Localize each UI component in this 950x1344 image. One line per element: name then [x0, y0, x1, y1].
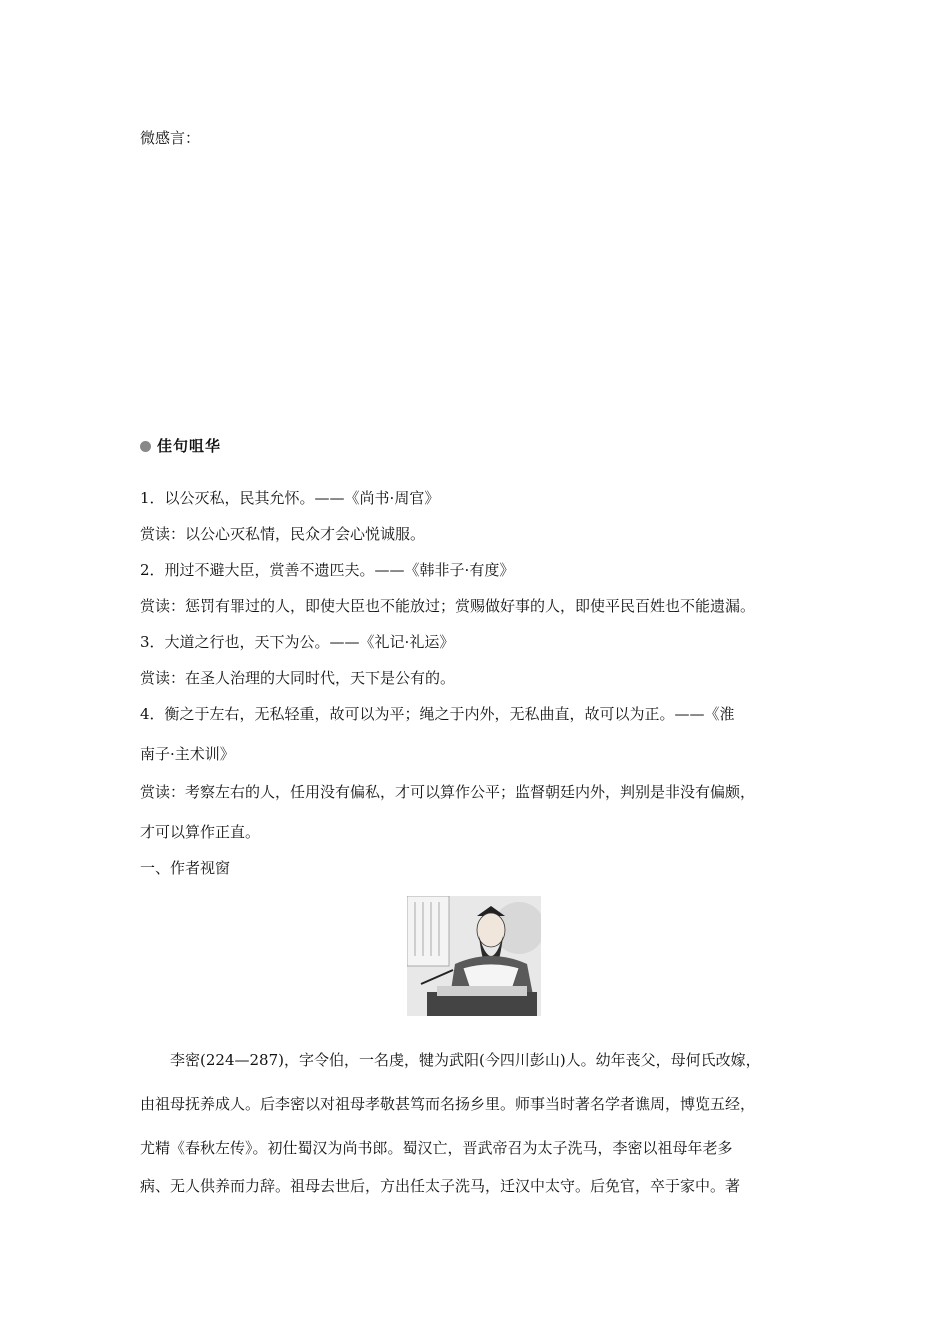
quote-4-comment-line1: 赏读：考察左右的人，任用没有偏私，才可以算作公平；监督朝廷内外，判别是非没有偏颇， — [140, 783, 756, 801]
quote-4-line2: 南子·主术训》 — [140, 745, 235, 763]
bio-line-2: 由祖母抚养成人。后李密以对祖母孝敬甚笃而名扬乡里。师事当时著名学者谯周，博览五经， — [140, 1095, 756, 1113]
author-portrait-image — [407, 896, 541, 1016]
section-title: 佳句咀华 — [157, 437, 222, 455]
quote-1-comment: 赏读：以公心灭私情，民众才会心悦诚服。 — [140, 525, 426, 543]
quote-3-comment: 赏读：在圣人治理的大同时代，天下是公有的。 — [140, 669, 456, 687]
author-heading: 一、作者视窗 — [140, 859, 231, 877]
quote-2: 2．刑过不避大臣，赏善不遗匹夫。——《韩非子·有度》 — [140, 561, 515, 579]
quote-4-line1: 4．衡之于左右，无私轻重，故可以为平；绳之于内外，无私曲直，故可以为正。——《淮 — [140, 705, 735, 723]
quote-3: 3．大道之行也，天下为公。——《礼记·礼运》 — [140, 633, 455, 651]
bio-line-1: 李密(224—287)，字令伯，一名虔，犍为武阳(今四川彭山)人。幼年丧父，母何氏改嫁， — [140, 1051, 761, 1069]
quote-4-comment-line2: 才可以算作正直。 — [140, 823, 261, 841]
bullet-icon — [140, 441, 151, 452]
quote-1: 1．以公灭私，民其允怀。——《尚书·周官》 — [140, 489, 440, 507]
bio-line-3: 尤精《春秋左传》。初仕蜀汉为尚书郎。蜀汉亡，晋武帝召为太子洗马，李密以祖母年老多 — [140, 1139, 733, 1157]
bio-line-4: 病、无人供养而力辞。祖母去世后，方出任太子洗马，迁汉中太守。后免官，卒于家中。著 — [140, 1177, 741, 1195]
section-heading — [140, 436, 221, 456]
reflection-label: 微感言： — [140, 129, 201, 147]
quote-2-comment: 赏读：惩罚有罪过的人，即使大臣也不能放过；赏赐做好事的人，即使平民百姓也不能遗漏。 — [140, 597, 756, 615]
